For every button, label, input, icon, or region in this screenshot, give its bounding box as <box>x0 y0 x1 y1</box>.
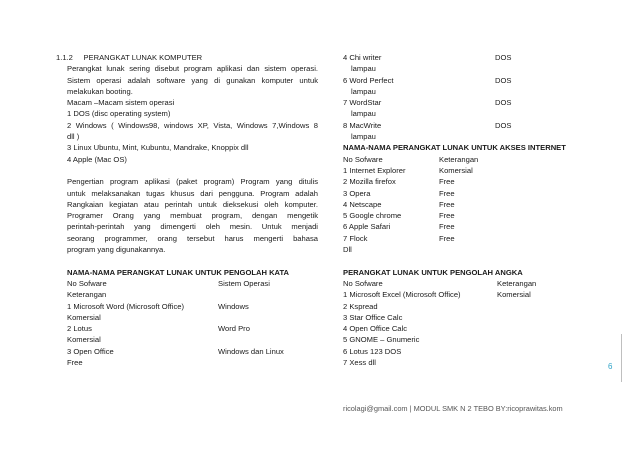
table-row: 1 Microsoft Word (Microsoft Office) Windows <box>67 301 249 311</box>
table-row: 4 Open Office Calc <box>343 324 408 334</box>
page-edge-rule <box>621 334 622 382</box>
table-row: 3 Opera Free <box>343 188 455 198</box>
page-footer: ricolagi@gmail.com | MODUL SMK N 2 TEBO BY:ricoprawitas.kom <box>343 404 563 413</box>
table-row: Dll <box>343 245 352 255</box>
table-row: 4 Netscape Free <box>343 199 455 209</box>
section-heading: 1.1.2 PERANGKAT LUNAK KOMPUTER <box>56 53 203 62</box>
list-item: 4 Apple (Mac OS) <box>67 154 127 164</box>
table-row: lampau <box>351 132 376 142</box>
table-row: 5 GNOME – Gnumeric <box>343 335 420 345</box>
table-row: lampau <box>351 64 376 74</box>
table-header: No Sofware Keterangan <box>343 278 537 288</box>
list-item: 1 DOS (disc operating system) <box>67 109 171 119</box>
list-item: 2 Windows ( Windows98, windows XP, Vista, Windows 7,Windows 8 <box>67 120 318 130</box>
right-column <box>343 52 579 368</box>
table-row: 3 Open Office Windows dan Linux <box>67 346 284 356</box>
table-row: 6 Apple Safari Free <box>343 222 455 232</box>
table-header: No Sofware Keterangan <box>343 154 479 164</box>
table-row: Komersial <box>67 312 101 322</box>
table-row: 6 Lotus 123 DOS <box>343 346 402 356</box>
table-row: 8 MacWrite DOS <box>343 120 512 130</box>
list-item: dll ) <box>67 132 80 142</box>
table-row: 7 WordStar DOS <box>343 98 512 108</box>
left-column <box>56 52 318 368</box>
table-row: 4 Chi writer DOS <box>343 53 512 62</box>
table-row: 7 Xess dll <box>343 358 376 368</box>
page-number: 6 <box>608 362 613 371</box>
table-row: 5 Google chrome Free <box>343 211 455 221</box>
table-row: 1 Microsoft Excel (Microsoft Office) Komersial <box>343 290 531 300</box>
table-row: Free <box>67 358 83 368</box>
table-row: lampau <box>351 109 376 119</box>
table-row: lampau <box>351 86 376 96</box>
internet-software-title: NAMA-NAMA PERANGKAT LUNAK UNTUK AKSES INTERNET <box>343 143 566 153</box>
table-row: 1 Internet Explorer Komersial <box>343 165 473 175</box>
table-row: 7 Flock Free <box>343 233 455 243</box>
intro-paragraph: Perangkat lunak sering disebut program aplikasi dan sistem operasi. Sistem operasi adalah software yang di gunakan komputer untuk melakukan booting. Macam –Macam sistem operasi 1 DOS (disc operating system) 2 Windows ( Windows98, windows XP, Vista, Windows 7,Windows 8 dll ) 3 Linux Ubuntu, Mint, Kubuntu, Mandrake, Knoppix dll 4 Apple (Mac OS) Pengertian program aplikasi (paket program) Program yang ditulis untuk melaksanakan tugas khusus dari pengguna. Program adalah Rangkaian kegiatan atau perintah untuk dieksekusi oleh komputer. Programer Orang yang membuat program, dengan mengetik perintah-perintah yang dimengerti oleh mesin. Untuk menjadi seorang programmer, orang tersebut harus mengerti bahasa program yang digunakannya. NAMA-NAMA PERANGKAT LUNAK UNTUK PENGOLAH KATA No Sofware Sistem Operasi Keterangan 1 Microsoft Word (Microsoft Office) Windows Komersial 2 Lotus Word Pro Komersial 3 Open Office Windows dan Linux Free <box>67 64 318 368</box>
table-row: Keterangan <box>67 290 107 300</box>
table-row: 2 Kspread <box>343 301 378 311</box>
program-paragraph: Pengertian program aplikasi (paket program) Program yang ditulis untuk melaksanakan tugas khusus dari pengguna. Program adalah Rangkaian kegiatan atau perintah untuk dieksekusi oleh komputer. Programer Orang yang membuat program, dengan mengetik perintah-perintah yang dimengerti oleh mesin. Untuk menjadi seorang programmer, orang tersebut harus mengerti bahasa program yang digunakannya. <box>67 177 318 255</box>
os-list-title: Macam –Macam sistem operasi <box>67 98 175 108</box>
table-row: 2 Mozilla firefox Free <box>343 177 455 187</box>
spreadsheet-software-title: PERANGKAT LUNAK UNTUK PENGOLAH ANGKA <box>343 267 523 277</box>
list-item: 3 Linux Ubuntu, Mint, Kubuntu, Mandrake, Knoppix dll <box>67 143 249 153</box>
table-row: Komersial <box>67 335 101 345</box>
table-row: 6 Word Perfect DOS <box>343 75 512 85</box>
table-header: No Sofware Sistem Operasi <box>67 278 270 288</box>
table-row: 3 Star Office Calc <box>343 312 403 322</box>
table-row: 2 Lotus Word Pro <box>67 324 250 334</box>
word-processor-title: NAMA-NAMA PERANGKAT LUNAK UNTUK PENGOLAH KATA <box>67 267 290 277</box>
